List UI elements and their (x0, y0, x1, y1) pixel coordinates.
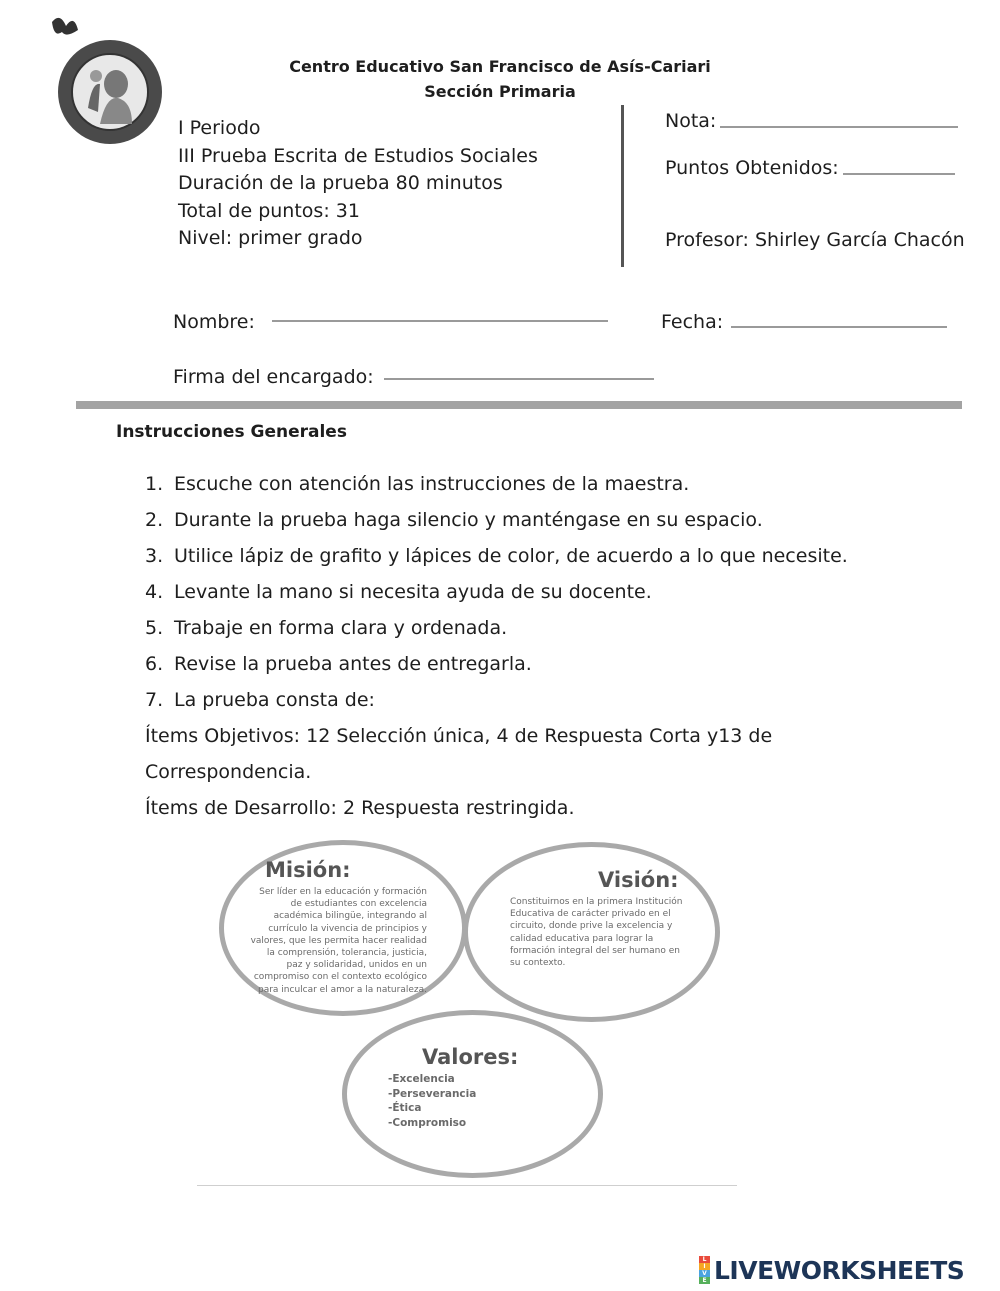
fecha-label: Fecha: (661, 311, 724, 333)
nota-line[interactable] (720, 126, 958, 128)
nombre-label: Nombre: (173, 311, 255, 333)
nota-label: Nota: (665, 110, 717, 132)
brand-letter: V (699, 1270, 710, 1277)
level: Nivel: primer grado (178, 227, 363, 249)
liveworksheets-brand[interactable] (699, 1256, 964, 1284)
puntos-line[interactable] (843, 173, 955, 175)
duration: Duración de la prueba 80 minutos (178, 172, 503, 194)
brand-logo-icon (699, 1256, 710, 1284)
vision-text: Constituirnos en la primera Institución Educativa de carácter privado en el circuito, donde prive la excelencia y calidad educativa para lograr la formación integral del ser humano en su contexto. (510, 897, 683, 969)
total-points: Total de puntos: 31 (178, 199, 360, 222)
profesor-name: Profesor: Shirley García Chacón (665, 229, 965, 251)
instruction-1: 1. Escuche con atención las instrucciones de la maestra. (145, 473, 690, 495)
instruction-3: 3. Utilice lápiz de grafito y lápices de color, de acuerdo a lo que necesite. (145, 545, 848, 567)
mission-text: Ser líder en la educación y formación de estudiantes con excelencia académica bilingüe, integrando al currículo la vivencia de principios y valores, que les permita hacer realidad la comprensión, tolerancia, justicia, paz y solidaridad, unidos en un compromiso con el contexto ecológico para inculcar el amor a la naturaleza. (250, 887, 427, 995)
exam-title: III Prueba Escrita de Estudios Sociales (178, 144, 538, 167)
nombre-line[interactable] (272, 320, 608, 322)
instruction-6: 6. Revise la prueba antes de entregarla. (145, 653, 532, 675)
puntos-label: Puntos Obtenidos: (665, 157, 839, 179)
objective-items-line1: Ítems Objetivos: 12 Selección única, 4 de Respuesta Corta y13 de (145, 725, 773, 747)
brand-letter: I (699, 1263, 710, 1270)
instruction-2: 2. Durante la prueba haga silencio y manténgase en su espacio. (145, 509, 763, 531)
objective-items-line2: Correspondencia. (145, 761, 312, 783)
values-list: -Excelencia -Perseverancia -Ética -Compromiso (388, 1073, 477, 1129)
firma-label: Firma del encargado: (173, 366, 374, 388)
exam-info (178, 115, 538, 253)
brand-letter: L (699, 1256, 710, 1263)
values-title: Valores: (422, 1045, 519, 1069)
vision-title: Visión: (598, 868, 679, 892)
header-separator (76, 401, 962, 409)
brand-letter: E (699, 1277, 710, 1284)
school-name: Centro Educativo San Francisco de Asís-Cariari (289, 57, 711, 76)
period: I Periodo (178, 117, 261, 139)
firma-line[interactable] (384, 378, 654, 380)
development-items: Ítems de Desarrollo: 2 Respuesta restringida. (145, 797, 575, 819)
mission-title: Misión: (265, 858, 351, 882)
instruction-4: 4. Levante la mano si necesita ayuda de su docente. (145, 581, 652, 603)
section-title: Sección Primaria (424, 82, 576, 101)
vertical-divider (621, 105, 624, 267)
brand-name: LIVEWORKSHEETS (714, 1255, 965, 1285)
instruction-5: 5. Trabaje en forma clara y ordenada. (145, 617, 508, 639)
school-logo (40, 12, 175, 147)
instructions-title: Instrucciones Generales (116, 422, 347, 442)
fecha-line[interactable] (731, 326, 947, 328)
bottom-rule (197, 1185, 737, 1186)
instruction-7: 7. La prueba consta de: (145, 689, 375, 711)
